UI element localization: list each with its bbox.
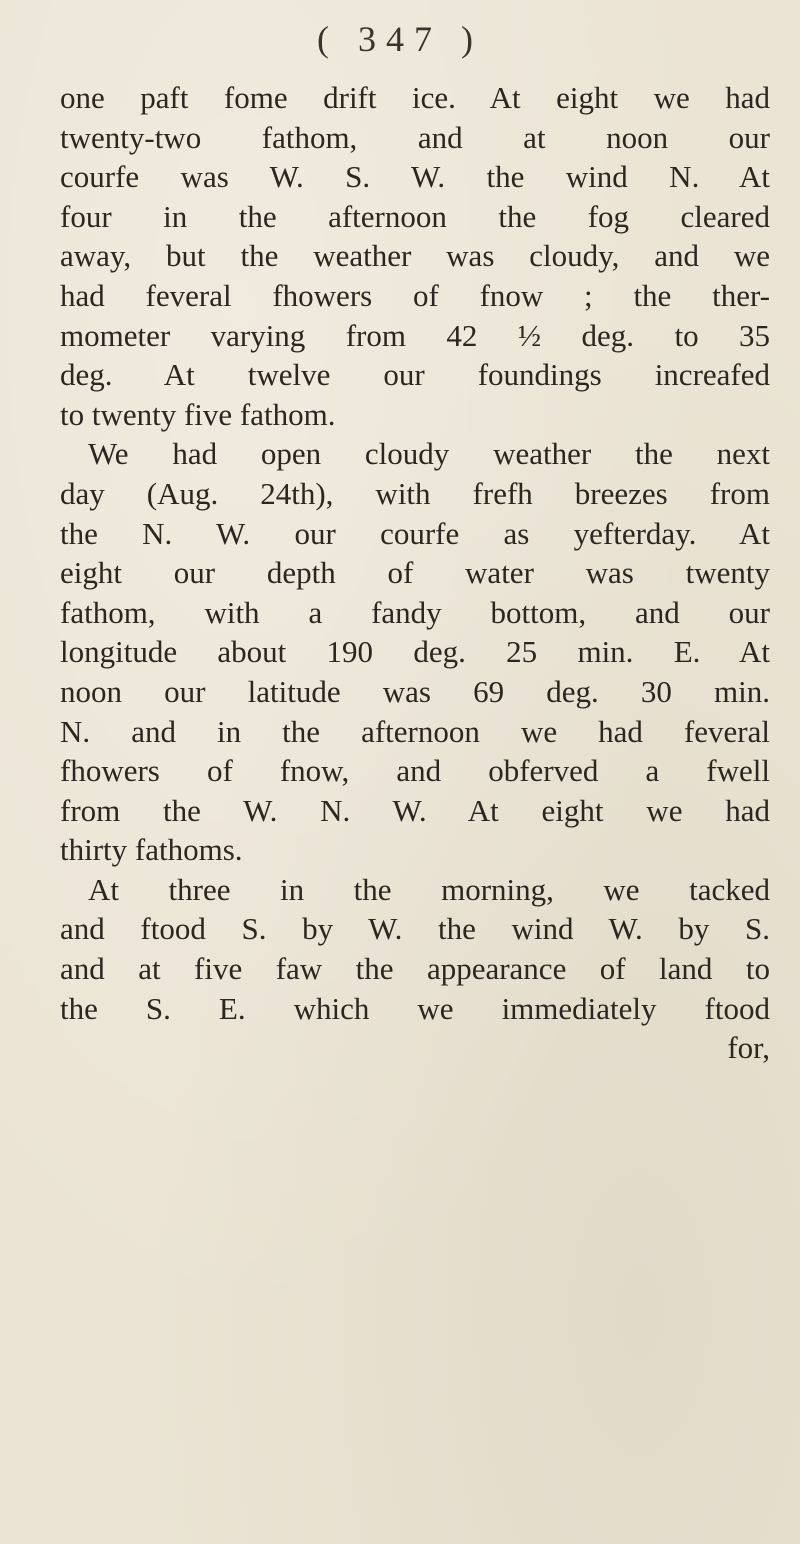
text-line: had feveral fhowers of fnow ; the ther-: [60, 277, 770, 313]
text-line: thirty fathoms.: [60, 832, 243, 868]
text-line: N. and in the afternoon we had feveral: [60, 713, 770, 749]
text-line: At three in the morning, we tacked: [88, 871, 770, 907]
text-line: eight our depth of water was twenty: [60, 555, 770, 591]
text-line: from the W. N. W. At eight we had: [60, 792, 770, 828]
text-line: twenty-two fathom, and at noon our: [60, 119, 770, 155]
text-line: and at five faw the appearance of land to: [60, 951, 770, 987]
text-line: fhowers of fnow, and obferved a fwell: [60, 753, 770, 789]
text-line: and ftood S. by W. the wind W. by S.: [60, 911, 770, 947]
text-line: one paft fome drift ice. At eight we had: [60, 80, 770, 115]
text-line: away, but the weather was cloudy, and we: [60, 238, 770, 274]
text-line: deg. At twelve our foundings increafed: [60, 357, 770, 393]
body-text: [60, 78, 770, 1068]
text-line: the S. E. which we immediately ftood: [60, 990, 770, 1026]
text-line: We had open cloudy weather the next: [88, 436, 770, 472]
text-line: courfe was W. S. W. the wind N. At: [60, 159, 770, 195]
text-line: mometer varying from 42 ½ deg. to 35: [60, 317, 770, 353]
text-line: four in the afternoon the fog cleared: [60, 198, 770, 234]
text-line: noon our latitude was 69 deg. 30 min.: [60, 673, 770, 709]
text-line: longitude about 190 deg. 25 min. E. At: [60, 634, 770, 670]
text-line: the N. W. our courfe as yefterday. At: [60, 515, 770, 551]
catchword: for,: [727, 1030, 770, 1066]
text-line: day (Aug. 24th), with frefh breezes from: [60, 475, 770, 511]
text-line: to twenty five fathom.: [60, 396, 336, 432]
text-line: fathom, with a fandy bottom, and our: [60, 594, 770, 630]
page-number: ( 347 ): [317, 19, 483, 59]
